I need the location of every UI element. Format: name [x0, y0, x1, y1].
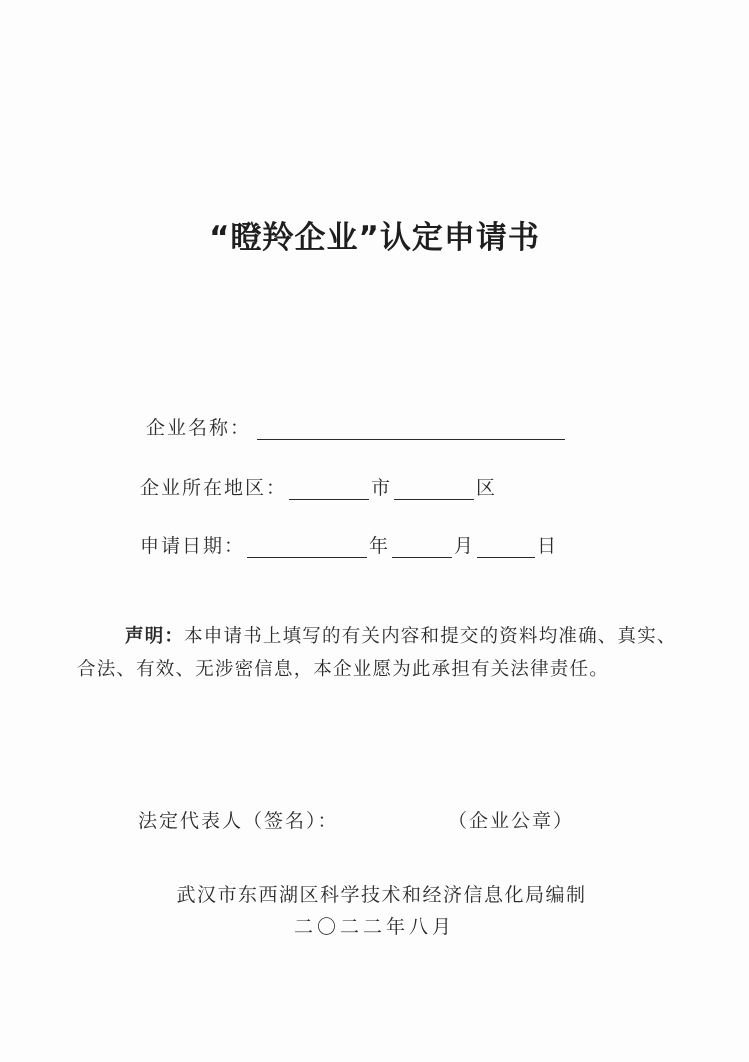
company-name-label: 企业名称： — [146, 417, 252, 439]
region-label: 企业所在地区： — [140, 477, 288, 499]
date-year-unit: 年 — [369, 535, 391, 557]
date-label: 申请日期： — [140, 535, 246, 557]
company-name-row — [146, 414, 567, 440]
date-day-unit: 日 — [537, 535, 559, 557]
region-district-field[interactable] — [394, 477, 474, 500]
region-city-field[interactable] — [289, 477, 369, 500]
document-title: “瞪羚企业”认定申请书 — [209, 220, 540, 256]
company-seal-label: （企业公章） — [448, 810, 575, 832]
region-row — [140, 474, 497, 500]
application-date-row — [140, 532, 558, 558]
issue-date: 二〇二二年八月 — [293, 916, 455, 938]
issuing-authority: 武汉市东西湖区科学技术和经济信息化局编制 — [176, 884, 587, 906]
date-year-field[interactable] — [247, 535, 367, 558]
declaration-text: 本申请书上填写的有关内容和提交的资料均准确、真实、合法、有效、无涉密信息，本企业愿为此承担有关法律责任。 — [77, 626, 677, 680]
date-month-unit: 月 — [454, 535, 476, 557]
date-month-field[interactable] — [392, 535, 452, 558]
region-city-unit: 市 — [371, 477, 393, 499]
region-district-unit: 区 — [476, 477, 498, 499]
date-day-field[interactable] — [477, 535, 535, 558]
declaration-label: 声明： — [125, 626, 185, 647]
company-name-field[interactable] — [257, 417, 565, 440]
declaration-paragraph — [77, 620, 677, 686]
legal-representative-signature: 法定代表人（签名）： — [138, 810, 339, 832]
